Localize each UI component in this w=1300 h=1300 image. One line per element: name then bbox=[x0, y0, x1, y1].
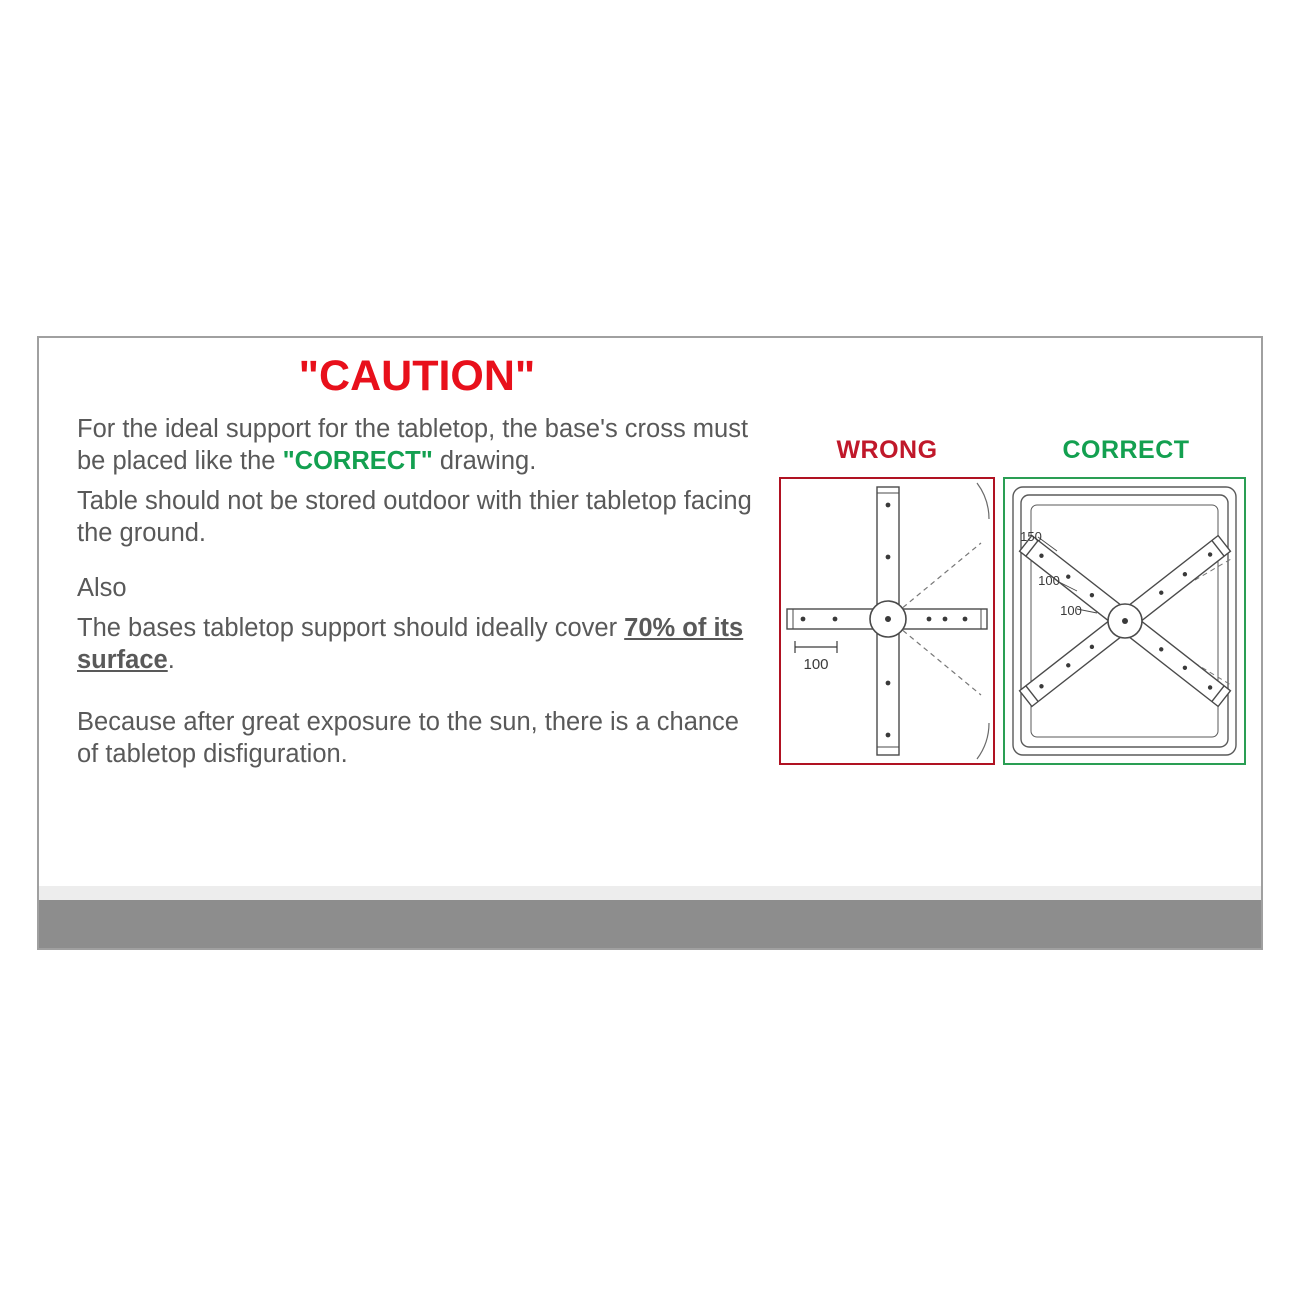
paragraph-storage: Table should not be stored outdoor with thier tabletop facing the ground. bbox=[77, 487, 752, 548]
correct-heading: CORRECT bbox=[1062, 436, 1190, 464]
caution-text-column bbox=[57, 352, 757, 792]
center-hub bbox=[870, 601, 906, 637]
paragraph-text-part: The bases tabletop support should ideally cover bbox=[77, 613, 625, 642]
card-body bbox=[39, 338, 1261, 948]
wrong-diagram-frame bbox=[779, 477, 995, 765]
correct-emphasis: "CORRECT" bbox=[282, 447, 433, 476]
wrong-cross-drawing bbox=[781, 479, 993, 763]
correct-dimension-label-100-b: 100 bbox=[1060, 603, 1082, 618]
paragraph-also: Also bbox=[77, 573, 127, 602]
diagram-area bbox=[779, 436, 1249, 756]
dimension-100 bbox=[795, 641, 837, 653]
correct-dimension-label-100-a: 100 bbox=[1038, 573, 1060, 588]
wrong-heading: WRONG bbox=[836, 436, 938, 464]
footer-dark-band bbox=[39, 900, 1261, 948]
wrong-dimension-label: 100 bbox=[803, 656, 829, 673]
footer-light-band bbox=[39, 886, 1261, 900]
paragraph-text-part: For the ideal support for the tabletop, the base's cross must be placed like the bbox=[77, 415, 749, 476]
paragraph-surface-coverage bbox=[57, 612, 757, 676]
correct-dimension-label-150: 150 bbox=[1020, 529, 1042, 544]
correct-cross-drawing bbox=[1005, 479, 1244, 763]
caution-card bbox=[37, 336, 1263, 950]
paragraph-ideal-support bbox=[57, 413, 757, 477]
correct-diagram-block bbox=[1003, 436, 1249, 765]
surface-percentage-emphasis: 70% of its surface bbox=[77, 613, 744, 674]
page-title: "CAUTION" bbox=[298, 352, 536, 400]
wrong-diagram-block bbox=[779, 436, 995, 765]
paragraph-text-part: . bbox=[167, 645, 175, 674]
paragraph-sun-exposure: Because after great exposure to the sun, there is a chance of tabletop disfiguration. bbox=[77, 707, 739, 768]
center-hub bbox=[1108, 604, 1142, 638]
correct-diagram-frame bbox=[1003, 477, 1246, 765]
paragraph-text-part: drawing. bbox=[432, 447, 537, 476]
